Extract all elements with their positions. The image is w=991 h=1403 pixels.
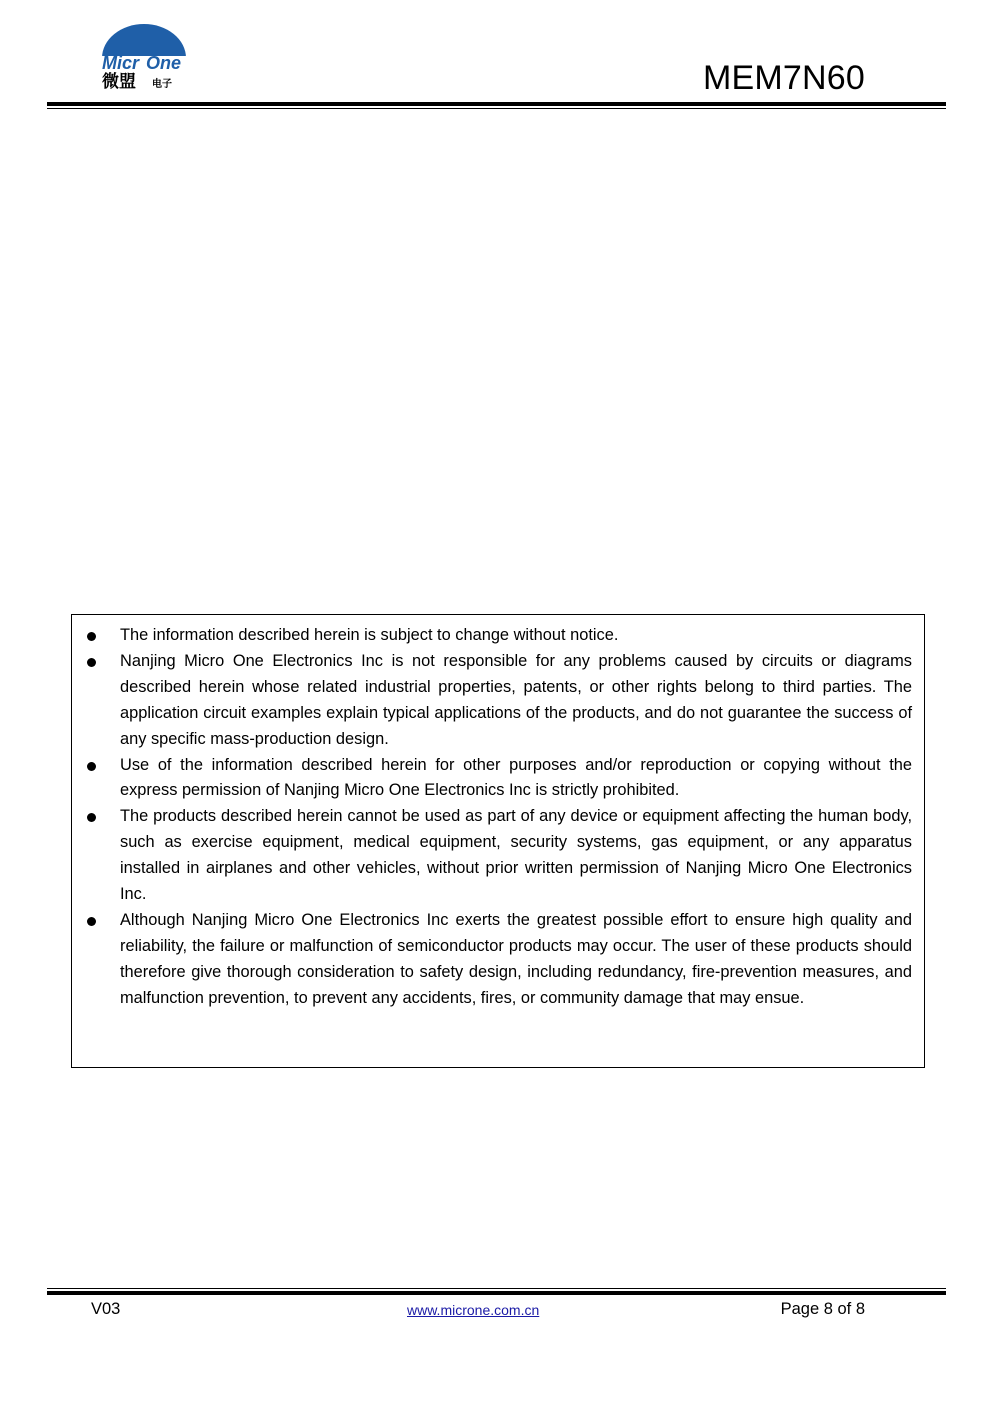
header-rule-thin bbox=[47, 108, 946, 109]
microne-logo-icon bbox=[98, 14, 190, 94]
disclaimer-item bbox=[120, 623, 912, 649]
logo-chinese-main: 微盟 bbox=[102, 72, 136, 92]
bullet-icon bbox=[87, 813, 96, 822]
disclaimer-text: Use of the information described herein for other purposes and/or reproduction or copying without the express permission of Nanjing Micro One Electronics Inc is strictly prohibited. bbox=[120, 755, 912, 800]
disclaimer-item bbox=[120, 649, 912, 753]
disclaimer-item bbox=[120, 753, 912, 805]
disclaimer-text: The products described herein cannot be used as part of any device or equipment affecting the human body, such as exercise equipment, medical equipment, security systems, gas equipment, or any apparatus installed in airplanes and other vehicles, without prior written permission of Nanjing Micro One Electronics Inc. bbox=[120, 807, 912, 904]
footer-version: V03 bbox=[91, 1300, 121, 1318]
disclaimer-item bbox=[120, 908, 912, 1012]
disclaimer-box bbox=[71, 614, 925, 1068]
company-logo bbox=[98, 14, 190, 94]
footer-rule-thick bbox=[47, 1291, 946, 1295]
disclaimer-text: Although Nanjing Micro One Electronics Inc exerts the greatest possible effort to ensure high quality and reliability, the failure or malfunction of semiconductor products may occur. The user of these products should therefore give thorough consideration to safety design, including redundancy, fire-prevention measures, and malfunction prevention, to prevent any accidents, fires, or community damage that may ensue. bbox=[120, 910, 912, 1007]
disclaimer-list bbox=[72, 615, 924, 1012]
logo-chinese-small: 电子 bbox=[152, 79, 172, 90]
disclaimer-item bbox=[120, 804, 912, 908]
bullet-icon bbox=[87, 658, 96, 667]
footer-website-link[interactable]: www.microne.com.cn bbox=[407, 1302, 540, 1318]
bullet-icon bbox=[87, 632, 96, 641]
bullet-icon bbox=[87, 917, 96, 926]
document-title: MEM7N60 bbox=[702, 59, 865, 97]
footer-rule-thin bbox=[47, 1288, 946, 1289]
logo-brand-right: One bbox=[146, 53, 182, 73]
footer-page-number: Page 8 of 8 bbox=[780, 1300, 865, 1318]
header-rule-thick bbox=[47, 102, 946, 106]
logo-brand-left: Micr bbox=[102, 53, 140, 73]
disclaimer-text: The information described herein is subject to change without notice. bbox=[120, 626, 619, 644]
disclaimer-text: Nanjing Micro One Electronics Inc is not responsible for any problems caused by circuits or diagrams described herein whose related industrial properties, patents, or other rights belong to third parties. The application circuit examples explain typical applications of the products, and do not guarantee the success of any specific mass-production design. bbox=[120, 651, 912, 748]
bullet-icon bbox=[87, 762, 96, 771]
